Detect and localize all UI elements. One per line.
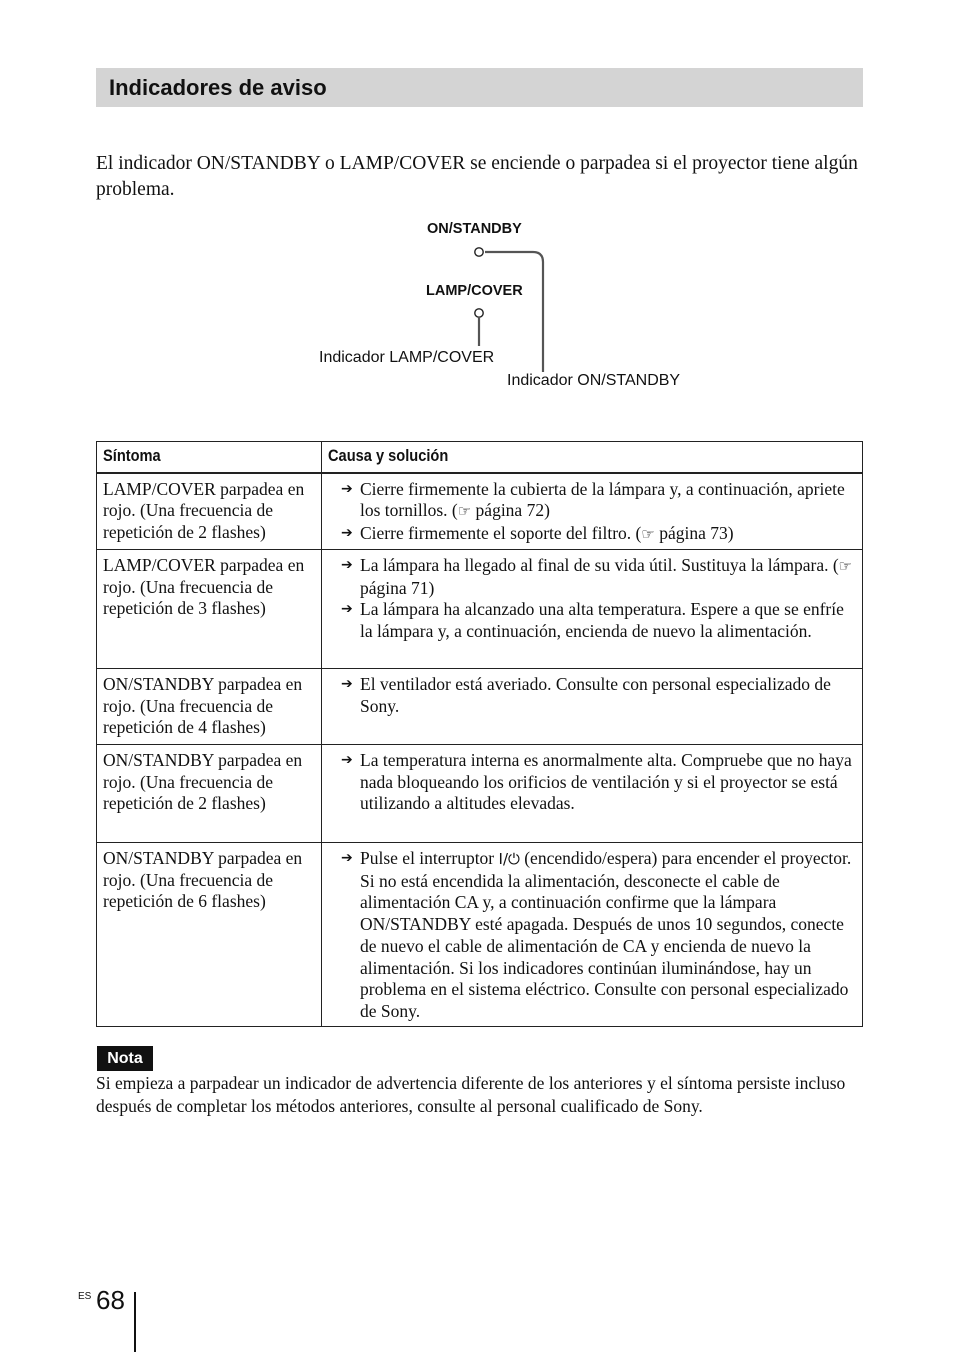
troubleshooting-table [96,441,863,1027]
standby-indicator-caption: Indicador ON/STANDBY [507,372,681,389]
solution-item: ➔ La lámpara ha llegado al final de su vida útil. Sustituya la lámpara. (☞ página 71) [341,555,853,598]
solution-item: ➔ El ventilador está averiado. Consulte con personal especializado de Sony. [341,674,831,716]
table-row [97,669,863,745]
cause-cell [322,473,863,550]
cause-cell [322,669,863,745]
section-title: Indicadores de aviso [96,68,863,107]
solution-item: ➔ Pulse el interruptor I/⏻ (encendido/espera) para encender el proyector. Si no está encendida la alimentación, desconecte el cable de alimentación CA y, a continuación confirme que la lámpara ON/STANDBY esté apagada. Después de unos 10 segundos, conecte de nuevo el cable de alimentación de CA y encienda de nuevo la alimentación. Si los indicadores continúan iluminándose, hay un problema en el sistema eléctrico. Consulte con personal especializado de Sony. [341,848,852,1021]
table-row [97,843,863,1027]
page-number: 68 [96,1285,125,1315]
table-row [97,745,863,843]
lamp-cover-lamp-icon [475,309,483,317]
page-ref-icon: ☞ [838,557,853,575]
page-ref-icon: ☞ [641,524,655,543]
solution-item: ➔ Cierre firmemente el soporte del filtro. (☞ página 73) [341,522,734,543]
language-code: ES [78,1291,92,1302]
table-header-row [97,442,863,473]
symptom-cell: ON/STANDBY parpadea en rojo. (Una frecuencia de repetición de 6 flashes) [97,843,322,1027]
symptom-cell: ON/STANDBY parpadea en rojo. (Una frecuencia de repetición de 2 flashes) [97,745,322,843]
note-text: Si empieza a parpadear un indicador de advertencia diferente de los anteriores y el síntoma persiste incluso después de completar los métodos anteriores, consulte al personal cualificado de Sony. [96,1073,846,1116]
table-row [97,550,863,669]
cause-cell [322,843,863,1027]
lamp-indicator-caption: Indicador LAMP/COVER [319,349,495,366]
solution-item: ➔ La lámpara ha alcanzado una alta temperatura. Espere a que se enfríe la lámpara y, a continuación, encienda de nuevo la alimentación. [341,599,844,642]
solution-item: ➔ La temperatura interna es anormalmente alta. Compruebe que no haya nada bloqueando los orificios de ventilación y si el proyector se está utilizando a altitudes elevadas. [341,750,852,814]
solution-item: ➔ Cierre firmemente la cubierta de la lámpara y, a continuación, apriete los tornillos. (☞ página 72) [341,478,845,521]
symptom-cell: ON/STANDBY parpadea en rojo. (Una frecuencia de repetición de 4 flashes) [97,669,322,745]
header-cause: Causa y solución [322,442,863,473]
page-rule [134,1292,136,1352]
on-standby-lamp-icon [475,248,483,256]
symptom-cell: LAMP/COVER parpadea en rojo. (Una frecuencia de repetición de 3 flashes) [97,550,322,669]
arrow-icon: ➔ [341,524,353,541]
symptom-cell: LAMP/COVER parpadea en rojo. (Una frecuencia de repetición de 2 flashes) [97,473,322,550]
lamp-cover-label: LAMP/COVER [426,283,523,299]
header-symptom: Síntoma [97,442,322,473]
on-standby-label: ON/STANDBY [427,221,522,237]
arrow-icon: ➔ [341,557,353,573]
power-switch-icon: I/⏻ [498,850,520,868]
cause-cell [322,745,863,843]
page-ref-icon: ☞ [457,502,472,521]
note-badge: Nota [97,1046,153,1071]
arrow-icon: ➔ [341,601,353,618]
arrow-icon: ➔ [341,676,353,692]
arrow-icon: ➔ [341,850,353,866]
intro-paragraph: El indicador ON/STANDBY o LAMP/COVER se enciende o parpadea si el proyector tiene algún problema. [96,153,858,200]
table-row [97,473,863,550]
arrow-icon: ➔ [341,480,353,497]
cause-cell [322,550,863,669]
arrow-icon: ➔ [341,752,353,768]
